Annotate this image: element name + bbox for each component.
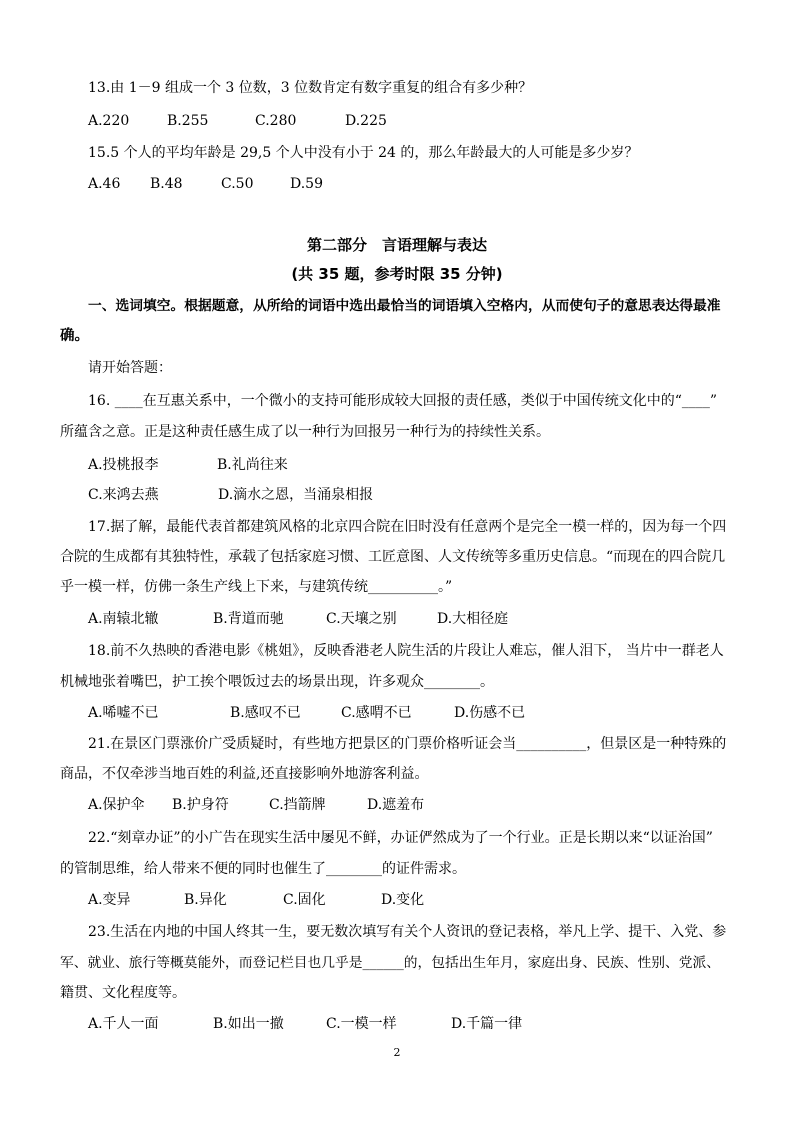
question-13-stem: 13.由 1－9 组成一个 3 位数，3 位数肯定有数字重复的组合有多少种？ [88, 80, 533, 96]
q15-option-d: D.59 [290, 176, 323, 192]
q21-option-c: C.挡箭牌 [269, 797, 326, 813]
q18-option-a: A.唏嘘不已 [88, 705, 159, 721]
question-16-line1: 16. ____在互惠关系中，一个微小的支持可能形成较大回报的责任感，类似于中国传统文化中的“____” [88, 393, 718, 409]
q21-option-a: A.保护伞 [88, 797, 145, 813]
q23-option-a: A.千人一面 [88, 1016, 159, 1032]
question-21-line2: 商品，不仅牵涉当地百姓的利益,还直接影响外地游客利益。 [60, 766, 429, 782]
question-22-line2: 的管制思维，给人带来不便的同时也催生了________的证件需求。 [60, 861, 466, 877]
question-17-line2: 合院的生成都有其独特性，承载了包括家庭习惯、工匠意图、人文传统等多重历史信息。“而现在的四合院几 [60, 549, 726, 565]
q23-option-b: B.如出一撤 [213, 1016, 284, 1032]
section-instruction-line1: 一、选词填空。根据题意，从所给的词语中选出最恰当的词语填入空格内，从而使句子的意思表达得最准 [88, 298, 721, 314]
q21-option-d: D.遮羞布 [367, 797, 425, 813]
question-18-line2: 机械地张着嘴巴，护工挨个喂饭过去的场景出现，许多观众________。 [60, 674, 494, 690]
q22-option-a: A.变异 [88, 892, 131, 908]
q16-option-c: C.来鸿去燕 [88, 487, 159, 503]
question-18-line1: 18.前不久热映的香港电影《桃姐》，反映香港老人院生活的片段让人难忘，催人泪下， 当片中一群老人 [88, 643, 724, 659]
q23-option-c: C.一模一样 [326, 1016, 397, 1032]
question-23-line1: 23.生活在内地的中国人终其一生，要无数次填写有关个人资讯的登记表格，举凡上学、提干、入党、参 [88, 924, 727, 940]
q22-option-d: D.变化 [381, 892, 425, 908]
q15-option-c: C.50 [221, 176, 254, 192]
question-23-line2: 军、就业、旅行等概莫能外，而登记栏目也几乎是______的，包括出生年月，家庭出身、民族、性别、党派、 [60, 955, 721, 971]
q22-option-b: B.异化 [184, 892, 227, 908]
q21-option-b: B.护身符 [172, 797, 229, 813]
q23-option-d: D.千篇一律 [451, 1016, 523, 1032]
question-17-line3: 乎一模一样，仿佛一条生产线上下来，与建筑传统__________。” [60, 579, 453, 595]
q16-option-d: D.滴水之恩，当涌泉相报 [218, 487, 374, 503]
question-22-line1: 22.“刻章办证”的小广告在现实生活中屡见不鲜，办证俨然成为了一个行业。正是长期以来“以证治国” [88, 830, 713, 846]
q17-option-a: A.南辕北辙 [88, 611, 159, 627]
q16-option-b: B.礼尚往来 [217, 457, 288, 473]
question-17-line1: 17.据了解，最能代表首都建筑风格的北京四合院在旧时没有任意两个是完全一模一样的，因为每一个四 [88, 519, 727, 535]
q13-option-b: B.255 [167, 113, 209, 129]
question-21-line1: 21.在景区门票涨价广受质疑时，有些地方把景区的门票价格听证会当__________，但景区是一种特殊的 [88, 736, 727, 752]
q17-option-c: C.天壤之别 [326, 611, 397, 627]
q13-option-a: A.220 [88, 113, 130, 129]
q15-option-b: B.48 [150, 176, 183, 192]
q18-option-b: B.感叹不已 [230, 705, 301, 721]
question-16-line2: 所蕴含之意。正是这种责任感生成了以一种行为回报另一种行为的持续性关系。 [60, 424, 550, 440]
question-15-stem: 15.5 个人的平均年龄是 29,5 个人中没有小于 24 的，那么年龄最大的人可能是多少岁？ [88, 145, 639, 161]
q22-option-c: C.固化 [283, 892, 326, 908]
q15-option-a: A.46 [88, 176, 121, 192]
section-subtitle: (共 35 题，参考时限 35 分钟) [291, 265, 503, 283]
q16-option-a: A.投桃报李 [88, 457, 159, 473]
section-title: 第二部分 言语理解与表达 [306, 236, 487, 254]
q13-option-d: D.225 [345, 113, 387, 129]
q17-option-b: B.背道而驰 [213, 611, 284, 627]
question-23-line3: 籍贯、文化程度等。 [60, 985, 186, 1001]
q17-option-d: D.大相径庭 [437, 611, 509, 627]
start-prompt: 请开始答题： [88, 360, 172, 376]
q13-option-c: C.280 [255, 113, 297, 129]
q18-option-c: C.感喟不已 [341, 705, 412, 721]
q18-option-d: D.伤感不已 [454, 705, 526, 721]
section-instruction-line2: 确。 [60, 328, 89, 344]
page-number: 2 [393, 1046, 401, 1059]
